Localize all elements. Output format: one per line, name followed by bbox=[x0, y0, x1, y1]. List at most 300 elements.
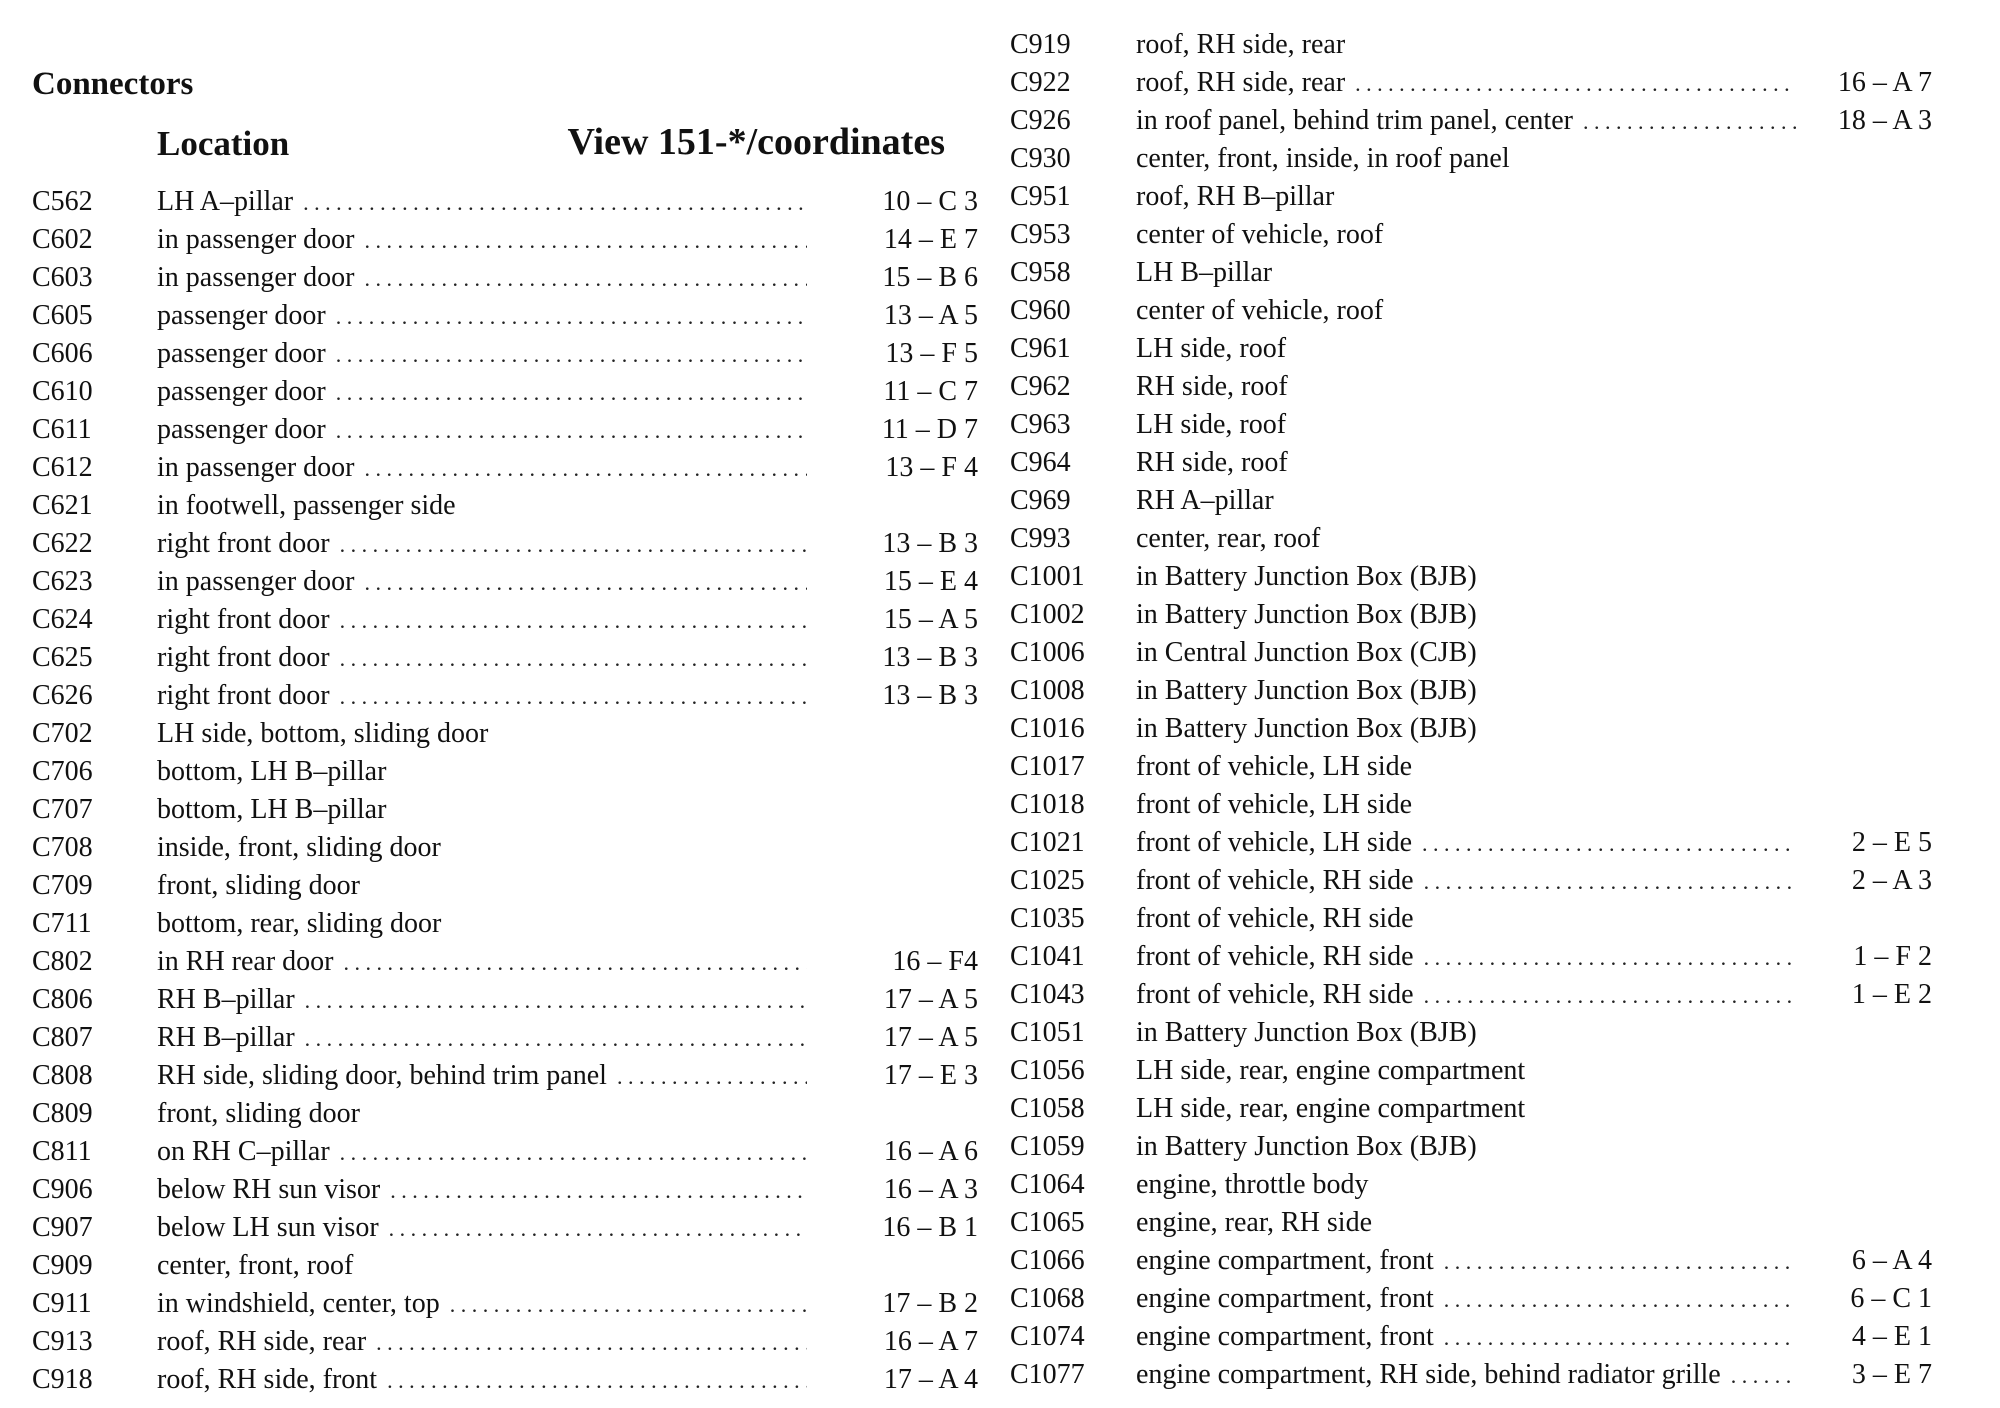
connector-row bbox=[1010, 254, 1932, 292]
connector-code: C808 bbox=[32, 1060, 93, 1091]
connector-location bbox=[157, 563, 807, 602]
connector-code: C611 bbox=[32, 414, 92, 445]
connector-location bbox=[157, 981, 807, 1020]
connector-row bbox=[32, 601, 978, 639]
connector-row bbox=[32, 259, 978, 297]
connector-view-coordinates: 1 – E 2 bbox=[1851, 979, 1932, 1010]
connector-code: C610 bbox=[32, 376, 93, 407]
connector-row bbox=[1010, 368, 1932, 406]
connector-location bbox=[157, 487, 807, 525]
connector-code: C612 bbox=[32, 452, 93, 483]
connector-row bbox=[1010, 634, 1932, 672]
connector-row bbox=[1010, 596, 1932, 634]
connector-code: C621 bbox=[32, 490, 93, 521]
connector-location-text: passenger door bbox=[157, 300, 326, 331]
connector-location bbox=[1136, 976, 1796, 1015]
connector-location bbox=[1136, 1356, 1796, 1395]
connector-view-coordinates: 10 – C 3 bbox=[882, 186, 978, 217]
connector-code: C802 bbox=[32, 946, 93, 977]
connector-location bbox=[1136, 216, 1796, 254]
connector-location-text: RH side, roof bbox=[1136, 447, 1288, 478]
connector-row bbox=[32, 297, 978, 335]
connector-location-text: front of vehicle, LH side bbox=[1136, 751, 1413, 782]
connector-view-coordinates: 3 – E 7 bbox=[1851, 1359, 1932, 1390]
connector-row bbox=[32, 1133, 978, 1171]
connector-code: C811 bbox=[32, 1136, 92, 1167]
connector-location-text: bottom, LH B–pillar bbox=[157, 756, 387, 787]
connector-location bbox=[1136, 292, 1796, 330]
connector-row bbox=[32, 791, 948, 829]
dot-leader bbox=[340, 1134, 807, 1172]
connector-view-coordinates: 16 – F4 bbox=[892, 946, 978, 977]
connector-location bbox=[1136, 1090, 1796, 1128]
connector-code: C906 bbox=[32, 1174, 93, 1205]
connector-code: C926 bbox=[1010, 105, 1071, 136]
dot-leader bbox=[389, 1210, 807, 1248]
connector-location-text: in Battery Junction Box (BJB) bbox=[1136, 675, 1477, 706]
connector-row bbox=[32, 1057, 978, 1095]
connector-row bbox=[32, 753, 948, 791]
dot-leader bbox=[365, 564, 807, 602]
connector-location-text: right front door bbox=[157, 528, 330, 559]
connector-location bbox=[1136, 1280, 1796, 1319]
connector-row bbox=[32, 525, 978, 563]
connector-row bbox=[32, 373, 978, 411]
connector-location bbox=[157, 1285, 807, 1324]
connector-view-coordinates: 17 – E 3 bbox=[883, 1060, 978, 1091]
connector-location-text: inside, front, sliding door bbox=[157, 832, 441, 863]
dot-leader bbox=[365, 450, 807, 488]
dot-leader bbox=[1424, 863, 1796, 901]
connector-location-text: in roof panel, behind trim panel, center bbox=[1136, 105, 1573, 136]
connector-location-text: LH side, roof bbox=[1136, 409, 1287, 440]
connector-location-text: right front door bbox=[157, 642, 330, 673]
connector-code: C1008 bbox=[1010, 675, 1085, 706]
connector-location bbox=[1136, 862, 1796, 901]
connector-view-coordinates: 16 – A 6 bbox=[883, 1136, 978, 1167]
connector-code: C624 bbox=[32, 604, 93, 635]
connector-row bbox=[32, 335, 978, 373]
connector-location bbox=[157, 411, 807, 450]
dot-leader bbox=[305, 982, 807, 1020]
connector-row bbox=[1010, 1090, 1932, 1128]
connector-location bbox=[1136, 444, 1796, 482]
connector-row bbox=[1010, 444, 1932, 482]
connector-list-right bbox=[1010, 26, 1932, 1394]
connector-location-text: RH side, roof bbox=[1136, 371, 1288, 402]
connector-location bbox=[157, 791, 807, 829]
connector-row bbox=[1010, 1204, 1932, 1242]
connector-code: C605 bbox=[32, 300, 93, 331]
connector-code: C623 bbox=[32, 566, 93, 597]
connector-view-coordinates: 6 – C 1 bbox=[1850, 1283, 1932, 1314]
connector-row bbox=[1010, 1014, 1932, 1052]
connector-code: C907 bbox=[32, 1212, 93, 1243]
connector-location-text: engine, throttle body bbox=[1136, 1169, 1369, 1200]
connector-location bbox=[1136, 482, 1796, 520]
connector-location bbox=[157, 335, 807, 374]
connector-location-text: bottom, LH B–pillar bbox=[157, 794, 387, 825]
connector-location bbox=[157, 677, 807, 716]
connector-view-coordinates: 13 – F 4 bbox=[885, 452, 978, 483]
connector-location bbox=[157, 1171, 807, 1210]
connector-location bbox=[157, 1095, 807, 1133]
connector-row bbox=[1010, 406, 1932, 444]
connector-code: C1066 bbox=[1010, 1245, 1085, 1276]
connector-code: C1074 bbox=[1010, 1321, 1085, 1352]
connector-location bbox=[157, 259, 807, 298]
connector-row bbox=[1010, 140, 1932, 178]
connector-code: C707 bbox=[32, 794, 93, 825]
connector-code: C1001 bbox=[1010, 561, 1085, 592]
connector-row bbox=[32, 867, 948, 905]
connector-location-text: center, rear, roof bbox=[1136, 523, 1321, 554]
connector-location bbox=[157, 221, 807, 260]
connector-location-text: front of vehicle, LH side bbox=[1136, 827, 1413, 858]
connector-view-coordinates: 2 – E 5 bbox=[1851, 827, 1932, 858]
connector-row bbox=[1010, 1356, 1932, 1394]
connector-row bbox=[32, 1323, 978, 1361]
connector-code: C1018 bbox=[1010, 789, 1085, 820]
connector-code: C953 bbox=[1010, 219, 1071, 250]
dot-leader bbox=[1444, 1243, 1796, 1281]
connector-code: C1043 bbox=[1010, 979, 1085, 1010]
connector-row bbox=[32, 563, 978, 601]
connector-view-coordinates: 16 – B 1 bbox=[882, 1212, 978, 1243]
location-column-header: Location bbox=[157, 124, 290, 163]
connector-location-text: passenger door bbox=[157, 414, 326, 445]
connector-row bbox=[32, 487, 948, 525]
connector-code: C702 bbox=[32, 718, 93, 749]
dot-leader bbox=[390, 1172, 807, 1210]
connector-code: C922 bbox=[1010, 67, 1071, 98]
connector-code: C1065 bbox=[1010, 1207, 1085, 1238]
connector-location-text: front of vehicle, RH side bbox=[1136, 979, 1414, 1010]
dot-leader bbox=[1355, 65, 1796, 103]
connector-location-text: in Battery Junction Box (BJB) bbox=[1136, 1131, 1477, 1162]
connector-view-coordinates: 15 – E 4 bbox=[883, 566, 978, 597]
connector-location-text: center, front, roof bbox=[157, 1250, 354, 1281]
connector-location bbox=[1136, 938, 1796, 977]
connector-location bbox=[1136, 1128, 1796, 1166]
connector-view-coordinates: 16 – A 7 bbox=[1837, 67, 1932, 98]
connector-location bbox=[157, 639, 807, 678]
view-column-header: View 151-*/coordinates bbox=[567, 121, 945, 163]
connector-location-text: engine compartment, front bbox=[1136, 1321, 1434, 1352]
connector-code: C969 bbox=[1010, 485, 1071, 516]
connector-row bbox=[32, 1361, 978, 1399]
connector-location-text: bottom, rear, sliding door bbox=[157, 908, 442, 939]
connector-code: C1025 bbox=[1010, 865, 1085, 896]
connector-location bbox=[1136, 330, 1796, 368]
connector-location-text: LH A–pillar bbox=[157, 186, 294, 217]
connector-location bbox=[1136, 406, 1796, 444]
connector-location bbox=[157, 1361, 807, 1400]
connector-location-text: engine compartment, front bbox=[1136, 1245, 1434, 1276]
connector-location bbox=[1136, 786, 1796, 824]
connector-view-coordinates: 11 – D 7 bbox=[881, 414, 978, 445]
connector-code: C807 bbox=[32, 1022, 93, 1053]
connector-location bbox=[1136, 178, 1796, 216]
dot-leader bbox=[617, 1058, 807, 1096]
connector-code: C1051 bbox=[1010, 1017, 1085, 1048]
connector-code: C622 bbox=[32, 528, 93, 559]
connector-row bbox=[1010, 482, 1932, 520]
connector-row bbox=[1010, 900, 1932, 938]
connector-location-text: roof, RH side, rear bbox=[1136, 29, 1346, 60]
connector-location-text: on RH C–pillar bbox=[157, 1136, 330, 1167]
connector-location bbox=[1136, 558, 1796, 596]
connector-row bbox=[32, 639, 978, 677]
connector-location bbox=[157, 715, 807, 753]
connector-location-text: right front door bbox=[157, 680, 330, 711]
connector-code: C602 bbox=[32, 224, 93, 255]
connector-view-coordinates: 13 – F 5 bbox=[885, 338, 978, 369]
connector-location bbox=[1136, 102, 1796, 141]
dot-leader bbox=[336, 412, 807, 450]
connector-code: C958 bbox=[1010, 257, 1071, 288]
connector-location-text: engine compartment, front bbox=[1136, 1283, 1434, 1314]
connector-location bbox=[157, 297, 807, 336]
connector-location-text: front, sliding door bbox=[157, 1098, 360, 1129]
connector-code: C1056 bbox=[1010, 1055, 1085, 1086]
connector-location bbox=[1136, 520, 1796, 558]
connector-row bbox=[1010, 216, 1932, 254]
connector-location bbox=[157, 601, 807, 640]
connector-row bbox=[32, 1171, 978, 1209]
connector-row bbox=[32, 1247, 948, 1285]
connector-code: C1016 bbox=[1010, 713, 1085, 744]
connector-row bbox=[1010, 1280, 1932, 1318]
connector-location-text: passenger door bbox=[157, 338, 326, 369]
connector-row bbox=[32, 449, 978, 487]
connector-location bbox=[157, 1323, 807, 1362]
connector-code: C709 bbox=[32, 870, 93, 901]
connector-location-text: in Central Junction Box (CJB) bbox=[1136, 637, 1477, 668]
connector-view-coordinates: 4 – E 1 bbox=[1851, 1321, 1932, 1352]
connector-row bbox=[1010, 862, 1932, 900]
connector-location bbox=[1136, 596, 1796, 634]
connector-code: C961 bbox=[1010, 333, 1071, 364]
connector-location-text: RH B–pillar bbox=[157, 984, 295, 1015]
connector-location bbox=[157, 525, 807, 564]
connector-view-coordinates: 15 – A 5 bbox=[883, 604, 978, 635]
connector-view-coordinates: 1 – F 2 bbox=[1853, 941, 1932, 972]
connector-row bbox=[1010, 292, 1932, 330]
dot-leader bbox=[450, 1286, 807, 1324]
connector-row bbox=[1010, 1318, 1932, 1356]
connector-code: C1002 bbox=[1010, 599, 1085, 630]
connector-location-text: front, sliding door bbox=[157, 870, 360, 901]
connector-view-coordinates: 14 – E 7 bbox=[883, 224, 978, 255]
connector-row bbox=[32, 715, 948, 753]
connector-location bbox=[1136, 140, 1796, 178]
dot-leader bbox=[340, 640, 807, 678]
connector-location bbox=[1136, 1204, 1796, 1242]
connector-location-text: in windshield, center, top bbox=[157, 1288, 440, 1319]
connector-view-coordinates: 17 – B 2 bbox=[882, 1288, 978, 1319]
section-title: Connectors bbox=[32, 66, 194, 102]
connector-view-coordinates: 11 – C 7 bbox=[883, 376, 978, 407]
connector-row bbox=[32, 981, 978, 1019]
connector-location bbox=[1136, 1014, 1796, 1052]
dot-leader bbox=[1424, 977, 1796, 1015]
connector-code: C708 bbox=[32, 832, 93, 863]
connector-location-text: below LH sun visor bbox=[157, 1212, 379, 1243]
dot-leader bbox=[1731, 1357, 1796, 1395]
connector-location bbox=[1136, 710, 1796, 748]
connector-location-text: in Battery Junction Box (BJB) bbox=[1136, 713, 1477, 744]
connector-row bbox=[32, 411, 978, 449]
connector-row bbox=[1010, 976, 1932, 1014]
connector-row bbox=[1010, 710, 1932, 748]
connector-row bbox=[1010, 1128, 1932, 1166]
dot-leader bbox=[387, 1362, 807, 1400]
connector-code: C964 bbox=[1010, 447, 1071, 478]
connector-location-text: center of vehicle, roof bbox=[1136, 219, 1384, 250]
connector-code: C951 bbox=[1010, 181, 1071, 212]
connector-location-text: LH side, roof bbox=[1136, 333, 1287, 364]
connector-view-coordinates: 15 – B 6 bbox=[882, 262, 978, 293]
connector-code: C962 bbox=[1010, 371, 1071, 402]
connector-view-coordinates: 17 – A 5 bbox=[883, 984, 978, 1015]
dot-leader bbox=[1424, 939, 1796, 977]
connector-code: C1068 bbox=[1010, 1283, 1085, 1314]
connector-location-text: in passenger door bbox=[157, 452, 355, 483]
connector-location-text: front of vehicle, RH side bbox=[1136, 903, 1414, 934]
connector-row bbox=[1010, 938, 1932, 976]
connector-code: C806 bbox=[32, 984, 93, 1015]
connector-code: C1058 bbox=[1010, 1093, 1085, 1124]
connector-location bbox=[157, 753, 807, 791]
connector-view-coordinates: 13 – A 5 bbox=[883, 300, 978, 331]
connector-row bbox=[32, 1095, 948, 1133]
dot-leader bbox=[1444, 1281, 1796, 1319]
connector-code: C911 bbox=[32, 1288, 92, 1319]
connector-location bbox=[157, 905, 807, 943]
connector-list-left bbox=[32, 183, 978, 1399]
connector-location-text: engine, rear, RH side bbox=[1136, 1207, 1373, 1238]
connector-row bbox=[1010, 64, 1932, 102]
connector-code: C562 bbox=[32, 186, 93, 217]
connector-location bbox=[157, 1247, 807, 1285]
dot-leader bbox=[340, 602, 807, 640]
connector-location-text: in footwell, passenger side bbox=[157, 490, 456, 521]
connector-location-text: front of vehicle, LH side bbox=[1136, 789, 1413, 820]
connector-location-text: right front door bbox=[157, 604, 330, 635]
connector-location bbox=[1136, 1166, 1796, 1204]
dot-leader bbox=[376, 1324, 807, 1362]
dot-leader bbox=[365, 222, 807, 260]
connector-code: C918 bbox=[32, 1364, 93, 1395]
connector-location-text: roof, RH side, front bbox=[157, 1364, 378, 1395]
connector-row bbox=[1010, 1166, 1932, 1204]
connector-location bbox=[157, 943, 807, 982]
connector-location bbox=[1136, 26, 1796, 64]
connector-location-text: LH B–pillar bbox=[1136, 257, 1273, 288]
connector-location-text: RH B–pillar bbox=[157, 1022, 295, 1053]
connector-code: C963 bbox=[1010, 409, 1071, 440]
connector-view-coordinates: 13 – B 3 bbox=[882, 642, 978, 673]
connector-row bbox=[32, 1209, 978, 1247]
connector-row bbox=[32, 943, 978, 981]
connector-location-text: RH A–pillar bbox=[1136, 485, 1274, 516]
connector-code: C993 bbox=[1010, 523, 1071, 554]
connector-location bbox=[1136, 748, 1796, 786]
dot-leader bbox=[305, 1020, 807, 1058]
connector-location-text: in Battery Junction Box (BJB) bbox=[1136, 599, 1477, 630]
connector-code: C1064 bbox=[1010, 1169, 1085, 1200]
connector-code: C913 bbox=[32, 1326, 93, 1357]
connector-row bbox=[32, 677, 978, 715]
connector-row bbox=[32, 1019, 978, 1057]
connector-location bbox=[157, 449, 807, 488]
dot-leader bbox=[1422, 825, 1796, 863]
connector-view-coordinates: 17 – A 5 bbox=[883, 1022, 978, 1053]
connector-view-coordinates: 2 – A 3 bbox=[1851, 865, 1932, 896]
connector-code: C1035 bbox=[1010, 903, 1085, 934]
connector-location bbox=[157, 1057, 807, 1096]
connector-row bbox=[1010, 558, 1932, 596]
connector-location-text: center, front, inside, in roof panel bbox=[1136, 143, 1510, 174]
connector-row bbox=[1010, 786, 1932, 824]
dot-leader bbox=[303, 184, 807, 222]
connector-location-text: in RH rear door bbox=[157, 946, 334, 977]
connector-row bbox=[32, 221, 978, 259]
connector-view-coordinates: 16 – A 3 bbox=[883, 1174, 978, 1205]
connector-code: C625 bbox=[32, 642, 93, 673]
connector-view-coordinates: 13 – B 3 bbox=[882, 528, 978, 559]
connector-code: C711 bbox=[32, 908, 92, 939]
connector-code: C1021 bbox=[1010, 827, 1085, 858]
connector-row bbox=[1010, 1242, 1932, 1280]
connector-location bbox=[1136, 368, 1796, 406]
connector-row bbox=[1010, 26, 1932, 64]
connector-location bbox=[1136, 1242, 1796, 1281]
connector-view-coordinates: 6 – A 4 bbox=[1851, 1245, 1932, 1276]
connector-location-text: in passenger door bbox=[157, 262, 355, 293]
connector-location bbox=[1136, 254, 1796, 292]
connector-location bbox=[157, 829, 807, 867]
connector-location-text: roof, RH B–pillar bbox=[1136, 181, 1335, 212]
connector-code: C1041 bbox=[1010, 941, 1085, 972]
connector-location bbox=[157, 1019, 807, 1058]
connector-location bbox=[157, 183, 807, 222]
connector-location-text: roof, RH side, rear bbox=[157, 1326, 367, 1357]
connector-code: C606 bbox=[32, 338, 93, 369]
connector-location bbox=[157, 1133, 807, 1172]
connector-row bbox=[1010, 824, 1932, 862]
connector-row bbox=[1010, 672, 1932, 710]
connector-location bbox=[1136, 824, 1796, 863]
connector-location-text: below RH sun visor bbox=[157, 1174, 381, 1205]
dot-leader bbox=[340, 526, 807, 564]
connector-view-coordinates: 13 – B 3 bbox=[882, 680, 978, 711]
dot-leader bbox=[365, 260, 807, 298]
connector-row bbox=[32, 905, 948, 943]
connector-code: C1017 bbox=[1010, 751, 1085, 782]
connector-location bbox=[157, 1209, 807, 1248]
connector-row bbox=[1010, 520, 1932, 558]
dot-leader bbox=[1444, 1319, 1796, 1357]
connector-location bbox=[157, 867, 807, 905]
connector-location-text: RH side, sliding door, behind trim panel bbox=[157, 1060, 607, 1091]
connector-location-text: roof, RH side, rear bbox=[1136, 67, 1346, 98]
connector-code: C930 bbox=[1010, 143, 1071, 174]
connector-row bbox=[1010, 748, 1932, 786]
connector-view-coordinates: 18 – A 3 bbox=[1837, 105, 1932, 136]
connector-location bbox=[1136, 672, 1796, 710]
